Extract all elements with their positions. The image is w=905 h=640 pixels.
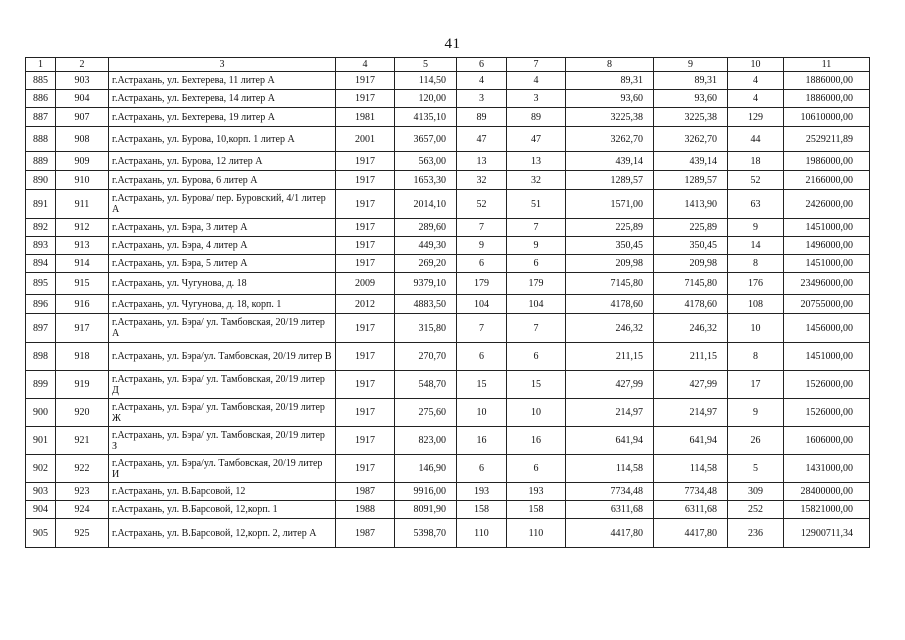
cost-cell: 28400000,00	[784, 483, 870, 501]
living-area-cell: 114,58	[566, 455, 654, 483]
table-row	[26, 171, 870, 190]
row-number-cell: 903	[26, 483, 56, 501]
residential-area-cell: 214,97	[654, 399, 728, 427]
row-number-cell: 889	[26, 152, 56, 171]
table-row	[26, 371, 870, 399]
residential-area-cell: 7145,80	[654, 273, 728, 295]
residential-units-cell: 7	[507, 219, 566, 237]
row-number-cell: 897	[26, 314, 56, 343]
address-cell: г.Астрахань, ул. Бэра, 5 литер А	[109, 255, 336, 273]
row-number-cell: 902	[26, 455, 56, 483]
table-row	[26, 295, 870, 314]
object-id-cell: 904	[56, 90, 109, 108]
total-area-cell: 9379,10	[395, 273, 457, 295]
units-count-cell: 158	[457, 501, 507, 519]
table-row	[26, 219, 870, 237]
row-number-cell: 892	[26, 219, 56, 237]
residential-units-cell: 7	[507, 314, 566, 343]
living-area-cell: 427,99	[566, 371, 654, 399]
year-built-cell: 1917	[336, 72, 395, 90]
residents-count-cell: 9	[728, 219, 784, 237]
table-row	[26, 399, 870, 427]
total-area-cell: 269,20	[395, 255, 457, 273]
address-cell: г.Астрахань, ул. Бэра/ ул. Тамбовская, 20/19 литер З	[109, 427, 336, 455]
residential-area-cell: 211,15	[654, 343, 728, 371]
living-area-cell: 3225,38	[566, 108, 654, 127]
cost-cell: 2529211,89	[784, 127, 870, 152]
row-number-cell: 901	[26, 427, 56, 455]
total-area-cell: 449,30	[395, 237, 457, 255]
page-number: 41	[444, 36, 461, 52]
row-number-cell: 891	[26, 190, 56, 219]
units-count-cell: 6	[457, 455, 507, 483]
units-count-cell: 110	[457, 519, 507, 548]
year-built-cell: 1917	[336, 171, 395, 190]
living-area-cell: 1289,57	[566, 171, 654, 190]
year-built-cell: 2001	[336, 127, 395, 152]
total-area-cell: 3657,00	[395, 127, 457, 152]
residential-units-cell: 3	[507, 90, 566, 108]
residents-count-cell: 9	[728, 399, 784, 427]
table-row	[26, 190, 870, 219]
object-id-cell: 910	[56, 171, 109, 190]
residential-units-cell: 9	[507, 237, 566, 255]
row-number-cell: 904	[26, 501, 56, 519]
residents-count-cell: 14	[728, 237, 784, 255]
residents-count-cell: 63	[728, 190, 784, 219]
units-count-cell: 10	[457, 399, 507, 427]
residential-area-cell: 246,32	[654, 314, 728, 343]
object-id-cell: 911	[56, 190, 109, 219]
year-built-cell: 1917	[336, 190, 395, 219]
living-area-cell: 214,97	[566, 399, 654, 427]
total-area-cell: 548,70	[395, 371, 457, 399]
cost-cell: 1451000,00	[784, 255, 870, 273]
residential-area-cell: 1413,90	[654, 190, 728, 219]
residential-area-cell: 4178,60	[654, 295, 728, 314]
row-number-cell: 900	[26, 399, 56, 427]
residential-area-cell: 427,99	[654, 371, 728, 399]
table-row	[26, 483, 870, 501]
residential-area-cell: 1289,57	[654, 171, 728, 190]
row-number-cell: 899	[26, 371, 56, 399]
cost-cell: 1431000,00	[784, 455, 870, 483]
residential-area-cell: 114,58	[654, 455, 728, 483]
living-area-cell: 209,98	[566, 255, 654, 273]
object-id-cell: 925	[56, 519, 109, 548]
object-id-cell: 922	[56, 455, 109, 483]
address-cell: г.Астрахань, ул. Бэра, 3 литер А	[109, 219, 336, 237]
table-row	[26, 519, 870, 548]
object-id-cell: 918	[56, 343, 109, 371]
year-built-cell: 1981	[336, 108, 395, 127]
residents-count-cell: 10	[728, 314, 784, 343]
object-id-cell: 903	[56, 72, 109, 90]
row-number-cell: 896	[26, 295, 56, 314]
cost-cell: 2426000,00	[784, 190, 870, 219]
residential-units-cell: 179	[507, 273, 566, 295]
units-count-cell: 6	[457, 343, 507, 371]
residents-count-cell: 52	[728, 171, 784, 190]
table-row	[26, 314, 870, 343]
column-header-9: 9	[654, 58, 728, 72]
residential-area-cell: 3225,38	[654, 108, 728, 127]
units-count-cell: 9	[457, 237, 507, 255]
address-cell: г.Астрахань, ул. Бурова, 12 литер А	[109, 152, 336, 171]
row-number-cell: 894	[26, 255, 56, 273]
object-id-cell: 913	[56, 237, 109, 255]
residential-units-cell: 6	[507, 343, 566, 371]
object-id-cell: 917	[56, 314, 109, 343]
residential-area-cell: 439,14	[654, 152, 728, 171]
address-cell: г.Астрахань, ул. Чугунова, д. 18, корп. 1	[109, 295, 336, 314]
address-cell: г.Астрахань, ул. В.Барсовой, 12	[109, 483, 336, 501]
total-area-cell: 4135,10	[395, 108, 457, 127]
living-area-cell: 211,15	[566, 343, 654, 371]
residents-count-cell: 4	[728, 90, 784, 108]
units-count-cell: 32	[457, 171, 507, 190]
cost-cell: 12900711,34	[784, 519, 870, 548]
column-header-2: 2	[56, 58, 109, 72]
residents-count-cell: 309	[728, 483, 784, 501]
table-row	[26, 273, 870, 295]
object-id-cell: 919	[56, 371, 109, 399]
row-number-cell: 887	[26, 108, 56, 127]
address-cell: г.Астрахань, ул. В.Барсовой, 12,корп. 1	[109, 501, 336, 519]
living-area-cell: 7145,80	[566, 273, 654, 295]
table-row	[26, 237, 870, 255]
column-header-3: 3	[109, 58, 336, 72]
address-cell: г.Астрахань, ул. Бэра/ ул. Тамбовская, 20/19 литер Д	[109, 371, 336, 399]
residential-area-cell: 209,98	[654, 255, 728, 273]
living-area-cell: 3262,70	[566, 127, 654, 152]
living-area-cell: 246,32	[566, 314, 654, 343]
residential-units-cell: 47	[507, 127, 566, 152]
cost-cell: 2166000,00	[784, 171, 870, 190]
address-cell: г.Астрахань, ул. Бэра/ ул. Тамбовская, 20/19 литер А	[109, 314, 336, 343]
year-built-cell: 2009	[336, 273, 395, 295]
cost-cell: 10610000,00	[784, 108, 870, 127]
units-count-cell: 7	[457, 314, 507, 343]
units-count-cell: 104	[457, 295, 507, 314]
table-row	[26, 255, 870, 273]
units-count-cell: 16	[457, 427, 507, 455]
cost-cell: 1451000,00	[784, 343, 870, 371]
residential-units-cell: 51	[507, 190, 566, 219]
residential-units-cell: 32	[507, 171, 566, 190]
address-cell: г.Астрахань, ул. Бэра/ул. Тамбовская, 20/19 литер В	[109, 343, 336, 371]
units-count-cell: 6	[457, 255, 507, 273]
living-area-cell: 7734,48	[566, 483, 654, 501]
object-id-cell: 916	[56, 295, 109, 314]
year-built-cell: 1917	[336, 219, 395, 237]
units-count-cell: 7	[457, 219, 507, 237]
units-count-cell: 52	[457, 190, 507, 219]
object-id-cell: 909	[56, 152, 109, 171]
living-area-cell: 350,45	[566, 237, 654, 255]
year-built-cell: 1917	[336, 90, 395, 108]
residential-units-cell: 16	[507, 427, 566, 455]
total-area-cell: 9916,00	[395, 483, 457, 501]
row-number-cell: 890	[26, 171, 56, 190]
total-area-cell: 146,90	[395, 455, 457, 483]
row-number-cell: 888	[26, 127, 56, 152]
residential-units-cell: 15	[507, 371, 566, 399]
total-area-cell: 5398,70	[395, 519, 457, 548]
units-count-cell: 4	[457, 72, 507, 90]
residential-units-cell: 10	[507, 399, 566, 427]
residential-area-cell: 4417,80	[654, 519, 728, 548]
row-number-cell: 905	[26, 519, 56, 548]
total-area-cell: 563,00	[395, 152, 457, 171]
year-built-cell: 1917	[336, 255, 395, 273]
object-id-cell: 907	[56, 108, 109, 127]
units-count-cell: 3	[457, 90, 507, 108]
residential-area-cell: 89,31	[654, 72, 728, 90]
object-id-cell: 908	[56, 127, 109, 152]
object-id-cell: 914	[56, 255, 109, 273]
address-cell: г.Астрахань, ул. Бехтерева, 11 литер А	[109, 72, 336, 90]
residents-count-cell: 8	[728, 343, 784, 371]
living-area-cell: 6311,68	[566, 501, 654, 519]
living-area-cell: 641,94	[566, 427, 654, 455]
residential-area-cell: 7734,48	[654, 483, 728, 501]
total-area-cell: 1653,30	[395, 171, 457, 190]
address-cell: г.Астрахань, ул. Бэра/ ул. Тамбовская, 20/19 литер Ж	[109, 399, 336, 427]
year-built-cell: 1917	[336, 427, 395, 455]
total-area-cell: 315,80	[395, 314, 457, 343]
residential-area-cell: 93,60	[654, 90, 728, 108]
year-built-cell: 1917	[336, 237, 395, 255]
row-number-cell: 885	[26, 72, 56, 90]
residential-units-cell: 13	[507, 152, 566, 171]
table-row	[26, 90, 870, 108]
address-cell: г.Астрахань, ул. Бурова, 6 литер А	[109, 171, 336, 190]
table-row	[26, 108, 870, 127]
living-area-cell: 1571,00	[566, 190, 654, 219]
cost-cell: 1526000,00	[784, 399, 870, 427]
row-number-cell: 886	[26, 90, 56, 108]
residents-count-cell: 252	[728, 501, 784, 519]
object-id-cell: 915	[56, 273, 109, 295]
cost-cell: 1606000,00	[784, 427, 870, 455]
year-built-cell: 1917	[336, 399, 395, 427]
year-built-cell: 1917	[336, 343, 395, 371]
units-count-cell: 13	[457, 152, 507, 171]
cost-cell: 1496000,00	[784, 237, 870, 255]
year-built-cell: 1917	[336, 314, 395, 343]
year-built-cell: 1917	[336, 455, 395, 483]
residents-count-cell: 44	[728, 127, 784, 152]
residential-area-cell: 6311,68	[654, 501, 728, 519]
cost-cell: 1456000,00	[784, 314, 870, 343]
residential-units-cell: 104	[507, 295, 566, 314]
residents-count-cell: 4	[728, 72, 784, 90]
residents-count-cell: 18	[728, 152, 784, 171]
object-id-cell: 923	[56, 483, 109, 501]
row-number-cell: 893	[26, 237, 56, 255]
total-area-cell: 289,60	[395, 219, 457, 237]
year-built-cell: 2012	[336, 295, 395, 314]
total-area-cell: 120,00	[395, 90, 457, 108]
column-header-10: 10	[728, 58, 784, 72]
address-cell: г.Астрахань, ул. Бурова/ пер. Буровский, 4/1 литер А	[109, 190, 336, 219]
residents-count-cell: 26	[728, 427, 784, 455]
column-header-6: 6	[457, 58, 507, 72]
residential-units-cell: 6	[507, 455, 566, 483]
address-cell: г.Астрахань, ул. Чугунова, д. 18	[109, 273, 336, 295]
living-area-cell: 4178,60	[566, 295, 654, 314]
table-row	[26, 455, 870, 483]
column-header-1: 1	[26, 58, 56, 72]
table-body	[26, 72, 870, 548]
year-built-cell: 1917	[336, 371, 395, 399]
total-area-cell: 823,00	[395, 427, 457, 455]
table-row	[26, 501, 870, 519]
residents-count-cell: 176	[728, 273, 784, 295]
object-id-cell: 921	[56, 427, 109, 455]
row-number-cell: 898	[26, 343, 56, 371]
cost-cell: 1451000,00	[784, 219, 870, 237]
residential-area-cell: 350,45	[654, 237, 728, 255]
cost-cell: 1986000,00	[784, 152, 870, 171]
residential-area-cell: 225,89	[654, 219, 728, 237]
address-cell: г.Астрахань, ул. В.Барсовой, 12,корп. 2, литер А	[109, 519, 336, 548]
residential-area-cell: 3262,70	[654, 127, 728, 152]
cost-cell: 15821000,00	[784, 501, 870, 519]
housing-registry-table	[25, 57, 870, 548]
units-count-cell: 47	[457, 127, 507, 152]
cost-cell: 1886000,00	[784, 90, 870, 108]
residents-count-cell: 129	[728, 108, 784, 127]
year-built-cell: 1917	[336, 152, 395, 171]
residents-count-cell: 8	[728, 255, 784, 273]
column-header-5: 5	[395, 58, 457, 72]
residents-count-cell: 17	[728, 371, 784, 399]
total-area-cell: 8091,90	[395, 501, 457, 519]
units-count-cell: 15	[457, 371, 507, 399]
living-area-cell: 89,31	[566, 72, 654, 90]
total-area-cell: 2014,10	[395, 190, 457, 219]
residential-units-cell: 89	[507, 108, 566, 127]
living-area-cell: 93,60	[566, 90, 654, 108]
residents-count-cell: 236	[728, 519, 784, 548]
year-built-cell: 1987	[336, 483, 395, 501]
address-cell: г.Астрахань, ул. Бехтерева, 14 литер А	[109, 90, 336, 108]
object-id-cell: 912	[56, 219, 109, 237]
total-area-cell: 275,60	[395, 399, 457, 427]
residents-count-cell: 108	[728, 295, 784, 314]
year-built-cell: 1988	[336, 501, 395, 519]
address-cell: г.Астрахань, ул. Бэра, 4 литер А	[109, 237, 336, 255]
total-area-cell: 114,50	[395, 72, 457, 90]
residential-units-cell: 110	[507, 519, 566, 548]
cost-cell: 1526000,00	[784, 371, 870, 399]
units-count-cell: 89	[457, 108, 507, 127]
object-id-cell: 920	[56, 399, 109, 427]
column-header-7: 7	[507, 58, 566, 72]
cost-cell: 23496000,00	[784, 273, 870, 295]
column-header-8: 8	[566, 58, 654, 72]
address-cell: г.Астрахань, ул. Бехтерева, 19 литер А	[109, 108, 336, 127]
row-number-cell: 895	[26, 273, 56, 295]
residential-units-cell: 158	[507, 501, 566, 519]
address-cell: г.Астрахань, ул. Бурова, 10,корп. 1 литер А	[109, 127, 336, 152]
object-id-cell: 924	[56, 501, 109, 519]
living-area-cell: 439,14	[566, 152, 654, 171]
units-count-cell: 193	[457, 483, 507, 501]
header-row	[26, 58, 870, 72]
table-row	[26, 127, 870, 152]
residential-area-cell: 641,94	[654, 427, 728, 455]
table-row	[26, 427, 870, 455]
table-row	[26, 72, 870, 90]
column-header-4: 4	[336, 58, 395, 72]
residential-units-cell: 6	[507, 255, 566, 273]
living-area-cell: 4417,80	[566, 519, 654, 548]
column-header-11: 11	[784, 58, 870, 72]
units-count-cell: 179	[457, 273, 507, 295]
cost-cell: 1886000,00	[784, 72, 870, 90]
year-built-cell: 1987	[336, 519, 395, 548]
living-area-cell: 225,89	[566, 219, 654, 237]
cost-cell: 20755000,00	[784, 295, 870, 314]
residential-units-cell: 4	[507, 72, 566, 90]
total-area-cell: 4883,50	[395, 295, 457, 314]
table-row	[26, 343, 870, 371]
residential-units-cell: 193	[507, 483, 566, 501]
total-area-cell: 270,70	[395, 343, 457, 371]
residents-count-cell: 5	[728, 455, 784, 483]
table-row	[26, 152, 870, 171]
address-cell: г.Астрахань, ул. Бэра/ул. Тамбовская, 20/19 литер И	[109, 455, 336, 483]
